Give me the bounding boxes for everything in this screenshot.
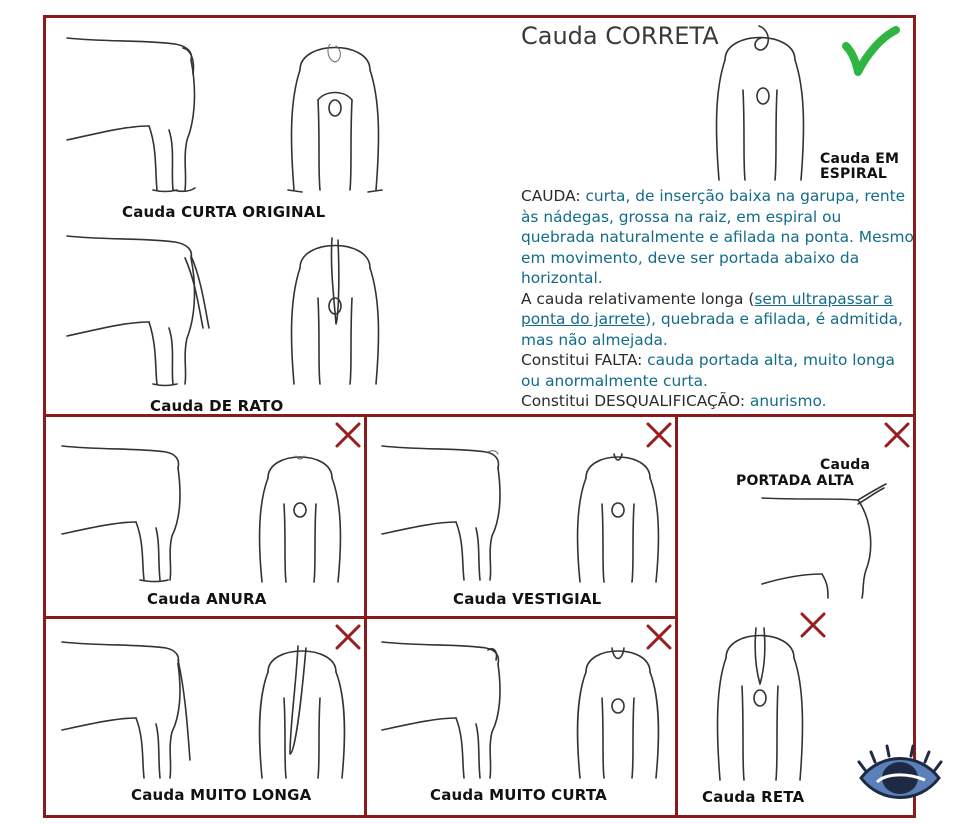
dog-side-vestigial [380,440,510,586]
text-jarrete-note: sem ultrapassar a ponta do jarrete [521,289,893,328]
check-mark-icon [840,26,900,78]
dog-rear-em-espiral [705,20,815,192]
label-desqualificacao: Constitui DESQUALIFICAÇÃO: [521,392,750,410]
caption-muito-curta: Cauda MUITO CURTA [430,786,607,804]
eye-logo-icon [855,742,945,812]
dog-rear-vestigial [568,442,668,588]
caption-em-espiral-1: Cauda EM [820,151,900,167]
text-desqualificacao: anurismo. [749,392,827,410]
divider-horizontal-mid [43,616,677,619]
divider-vertical-1 [364,414,367,818]
dog-rear-curta-original [280,30,390,200]
label-falta: Constitui FALTA: [521,351,648,369]
caption-reta: Cauda RETA [702,788,805,806]
dog-rear-de-rato [280,228,390,396]
dog-rear-reta [708,620,812,786]
dog-side-portada-alta [762,490,892,600]
dog-side-de-rato [65,228,215,396]
dog-side-muito-longa [60,636,200,784]
text-falta: cauda portada alta, muito longa ou anormalmente curta. [521,351,895,390]
dog-side-anura [60,440,190,586]
x-mark-icon [882,420,912,450]
caption-portada-alta-2: PORTADA ALTA [736,473,855,489]
caption-muito-longa: Cauda MUITO LONGA [131,786,312,804]
caption-anura: Cauda ANURA [147,590,267,608]
text-long-tail-b: ), quebrada e afilada, é admitida, mas não almejada. [521,310,903,349]
caption-vestigial: Cauda VESTIGIAL [453,590,602,608]
text-long-tail-a: A cauda relativamente longa ( [521,289,755,308]
caption-em-espiral-2: ESPIRAL [820,166,888,182]
dog-side-muito-curta [380,636,510,784]
dog-rear-muito-curta [568,636,668,784]
caption-curta-original: Cauda CURTA ORIGINAL [122,203,326,221]
breed-standard-description [521,186,916,412]
caption-portada-alta-1: Cauda [820,457,871,473]
label-cauda: CAUDA: [521,187,586,205]
dog-rear-muito-longa [250,636,354,784]
heading-correct-tail: Cauda CORRETA [521,22,719,50]
divider-vertical-2 [675,414,678,818]
caption-de-rato: Cauda DE RATO [150,397,284,415]
dog-side-curta-original [65,30,215,200]
text-cauda: curta, de inserção baixa na garupa, rente às nádegas, grossa na raiz, em espiral ou quebrada naturalmente e afilada na ponta. Mesmo em movimento, deve ser portada abaixo da horizontal. [521,187,914,287]
dog-rear-anura [250,442,350,588]
